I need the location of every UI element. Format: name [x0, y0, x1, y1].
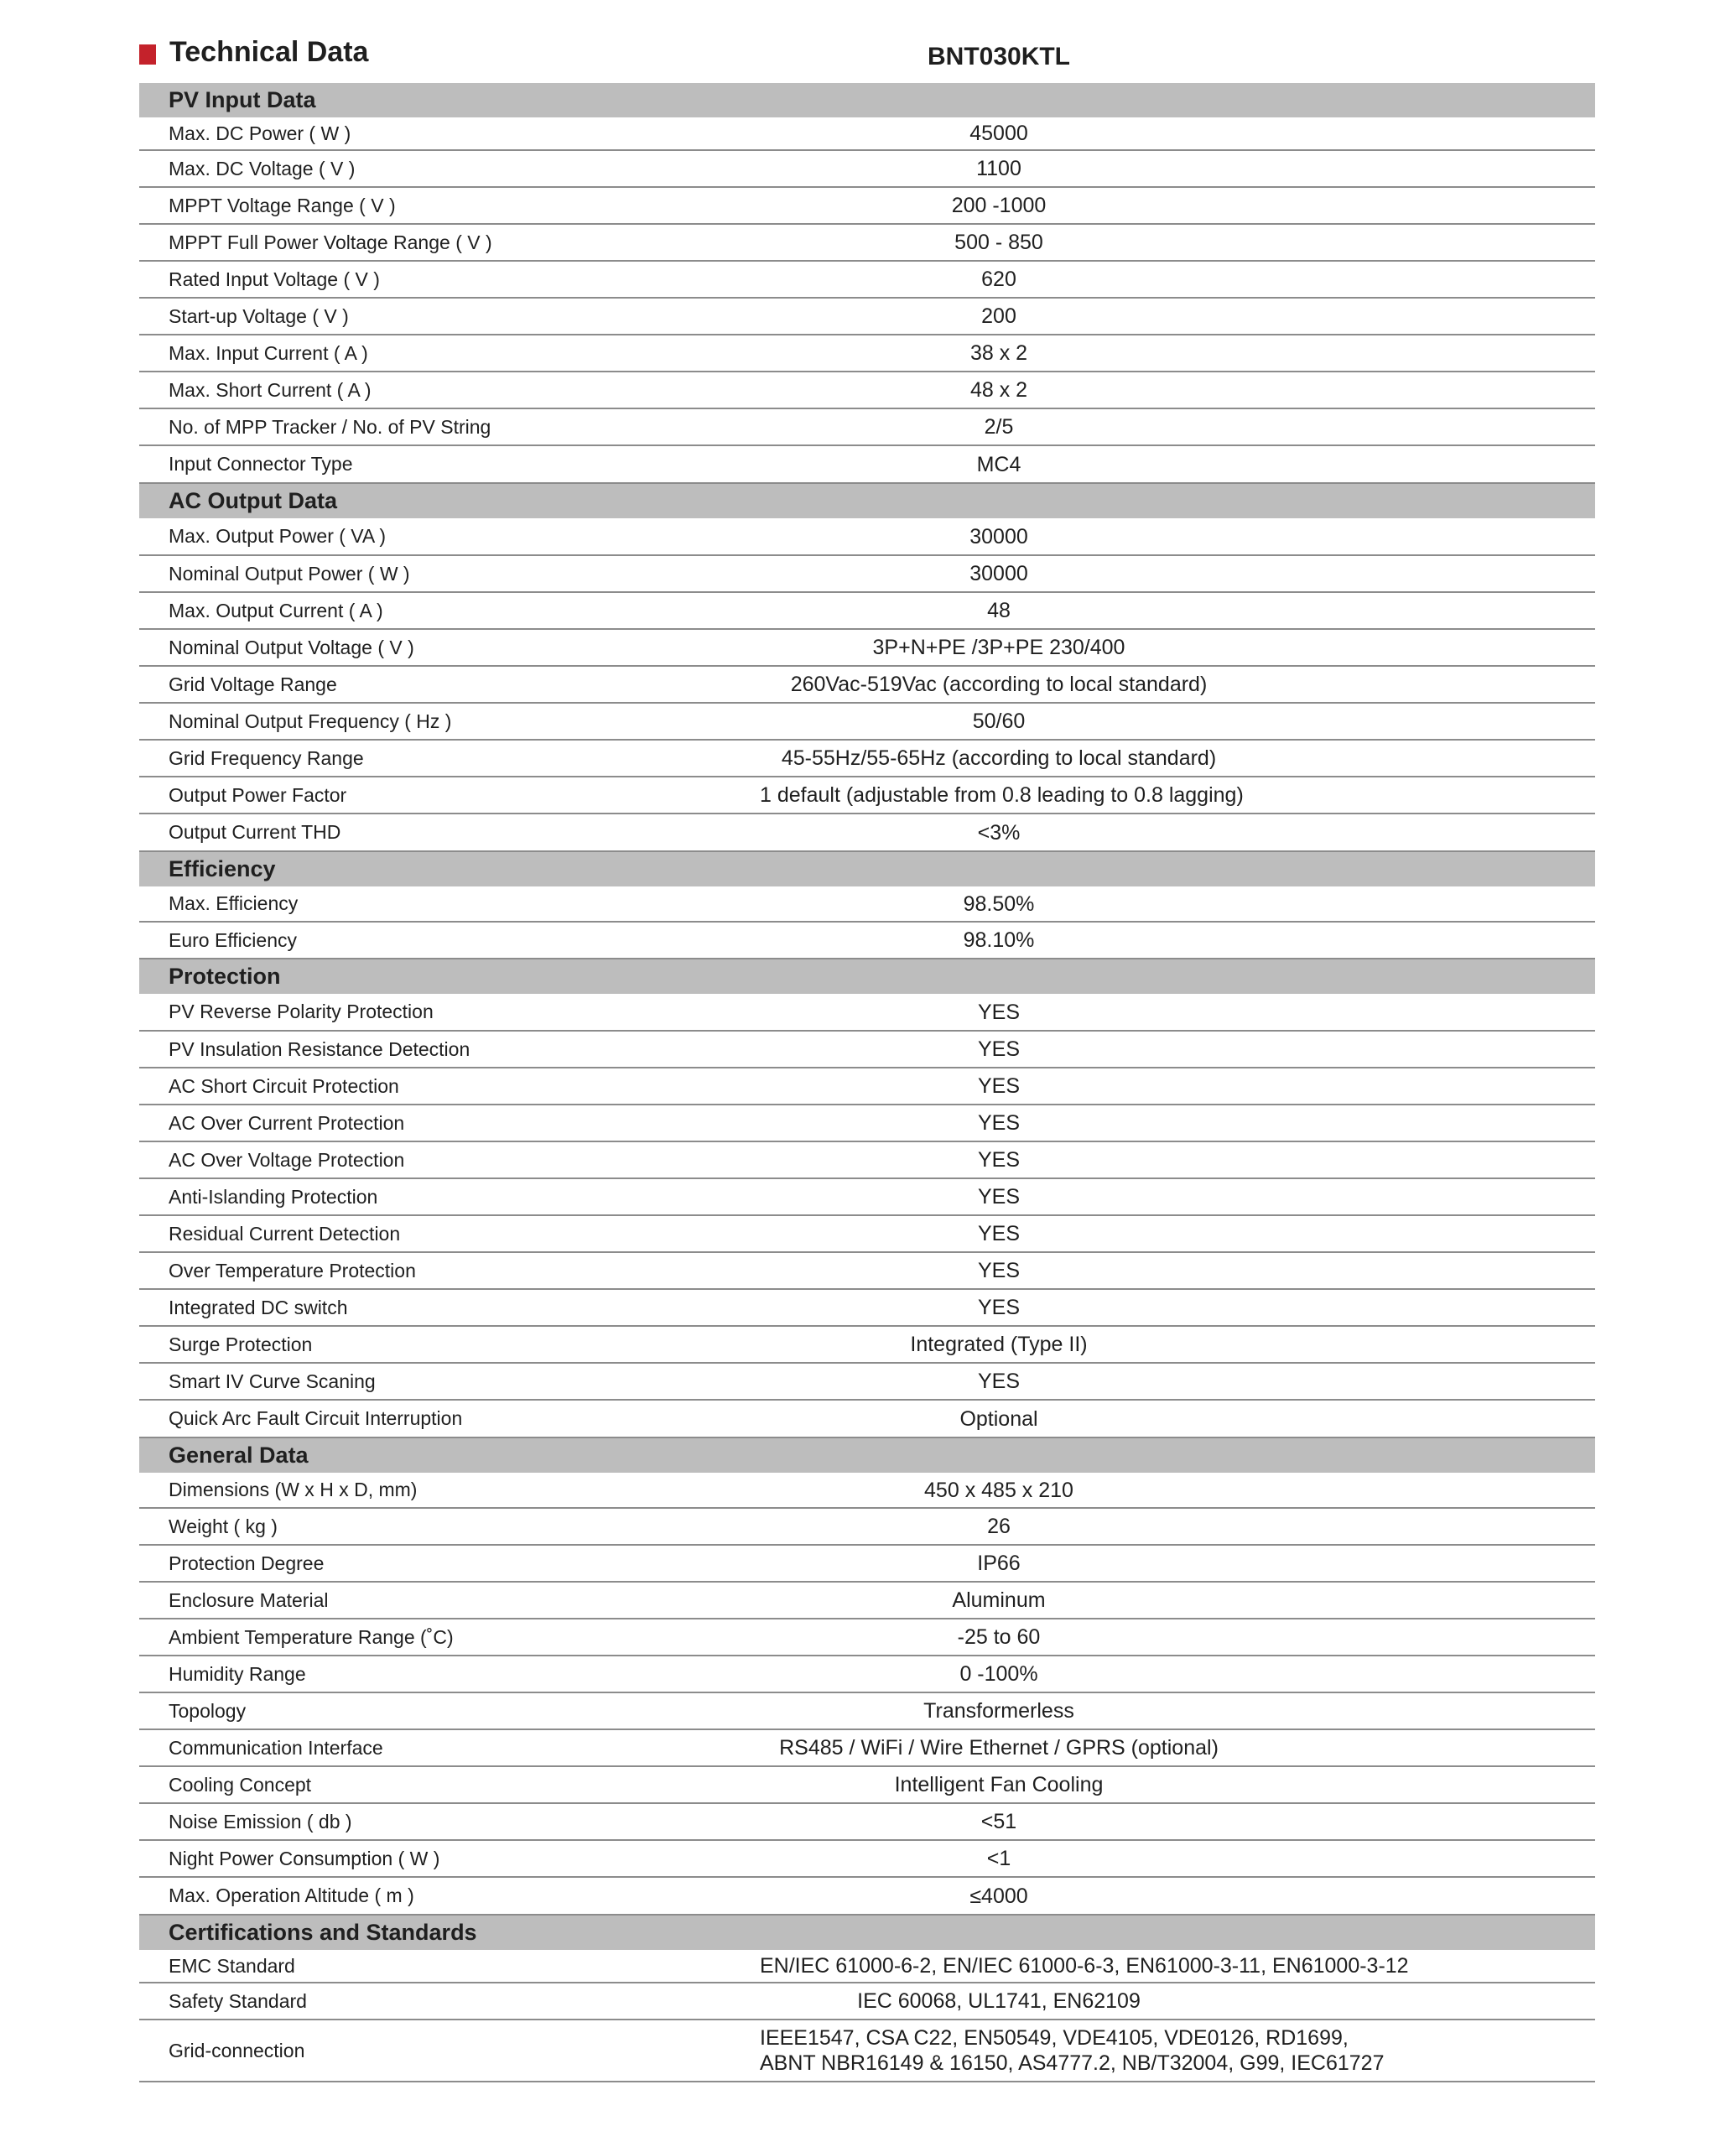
spec-label: Start-up Voltage ( V )	[169, 304, 349, 327]
spec-row	[139, 886, 1595, 923]
spec-label: Input Connector Type	[169, 453, 353, 475]
spec-row	[139, 1142, 1595, 1179]
spec-value: MC4	[976, 452, 1021, 476]
spec-label: Residual Current Detection	[169, 1222, 401, 1245]
spec-value: 260Vac-519Vac (according to local standard)	[790, 673, 1208, 696]
model-name: BNT030KTL	[927, 43, 1071, 70]
spec-value: 2/5	[984, 415, 1014, 439]
technical-data-sheet	[139, 34, 1595, 2082]
spec-value-line: IEEE1547, CSA C22, EN50549, VDE4105, VDE0126, RD1699,	[760, 2026, 1349, 2050]
spec-label: No. of MPP Tracker / No. of PV String	[169, 415, 491, 438]
spec-label: PV Insulation Resistance Detection	[169, 1037, 470, 1060]
spec-value: <51	[980, 1810, 1017, 1833]
spec-value: 38 x 2	[969, 341, 1028, 365]
spec-label: AC Over Voltage Protection	[169, 1148, 405, 1171]
spec-label: Anti-Islanding Protection	[169, 1185, 378, 1208]
spec-row	[139, 299, 1595, 335]
spec-label: PV Reverse Polarity Protection	[169, 1001, 434, 1022]
spec-value: YES	[977, 1111, 1021, 1135]
spec-value: -25 to 60	[957, 1625, 1041, 1649]
spec-value: 450 x 485 x 210	[924, 1478, 1073, 1502]
spec-label: Weight ( kg )	[169, 1515, 278, 1537]
spec-value: <1	[986, 1847, 1011, 1870]
spec-label: Cooling Concept	[169, 1773, 312, 1796]
spec-label: Safety Standard	[169, 1989, 307, 2012]
spec-row	[139, 262, 1595, 299]
spec-value: YES	[977, 1296, 1021, 1319]
spec-label: Communication Interface	[169, 1736, 383, 1759]
spec-value: Integrated (Type II)	[910, 1333, 1088, 1356]
spec-label: Enclosure Material	[169, 1588, 329, 1611]
spec-row	[139, 556, 1595, 593]
spec-table	[139, 83, 1595, 2082]
header	[139, 34, 1595, 83]
spec-row	[139, 117, 1595, 151]
spec-label: Humidity Range	[169, 1662, 306, 1685]
spec-row	[139, 518, 1595, 556]
spec-row	[139, 777, 1595, 814]
spec-value: YES	[977, 1222, 1021, 1245]
spec-value: 620	[981, 268, 1016, 291]
spec-label: EMC Standard	[169, 1954, 295, 1977]
spec-row	[139, 1401, 1595, 1438]
spec-label: Smart IV Curve Scaning	[169, 1370, 376, 1392]
spec-value: 200	[981, 304, 1016, 328]
spec-value: Aluminum	[952, 1588, 1046, 1612]
spec-value: 26	[987, 1515, 1011, 1538]
spec-label: Topology	[169, 1699, 247, 1722]
spec-value: YES	[977, 1259, 1021, 1282]
spec-label: Grid-connection	[169, 2039, 305, 2061]
spec-row	[139, 1546, 1595, 1583]
spec-label: MPPT Full Power Voltage Range ( V )	[169, 231, 492, 253]
spec-value-line: ABNT NBR16149 & 16150, AS4777.2, NB/T32004, G99, IEC61727	[760, 2051, 1385, 2075]
spec-value: YES	[977, 1037, 1021, 1061]
spec-value: 30000	[969, 562, 1028, 585]
spec-row	[139, 225, 1595, 262]
section-header: Certifications and Standards	[139, 1916, 1595, 1950]
spec-label: Surge Protection	[169, 1333, 313, 1355]
spec-row	[139, 1473, 1595, 1509]
spec-row	[139, 593, 1595, 630]
spec-row	[139, 1509, 1595, 1546]
spec-row	[139, 335, 1595, 372]
spec-label: Nominal Output Power ( W )	[169, 562, 410, 585]
spec-row	[139, 630, 1595, 667]
spec-value: EN/IEC 61000-6-2, EN/IEC 61000-6-3, EN61000-3-11, EN61000-3-12	[760, 1954, 1409, 1978]
spec-value: YES	[977, 1148, 1021, 1172]
spec-row	[139, 1841, 1595, 1878]
spec-row	[139, 1364, 1595, 1401]
spec-row	[139, 1216, 1595, 1253]
spec-value: IP66	[977, 1552, 1021, 1575]
spec-label: Protection Degree	[169, 1552, 325, 1574]
spec-row	[139, 151, 1595, 188]
spec-row	[139, 741, 1595, 777]
spec-value: 1100	[976, 157, 1021, 180]
spec-value: 3P+N+PE /3P+PE 230/400	[872, 636, 1125, 659]
spec-value: 98.50%	[963, 892, 1035, 916]
section-header: General Data	[139, 1438, 1595, 1473]
spec-value: <3%	[977, 820, 1021, 845]
spec-label: Output Current THD	[169, 821, 341, 843]
spec-label: Nominal Output Frequency ( Hz )	[169, 710, 452, 732]
spec-value: YES	[977, 1370, 1021, 1393]
spec-label: Max. DC Power ( W )	[169, 122, 351, 144]
spec-value: Intelligent Fan Cooling	[894, 1773, 1104, 1796]
spec-label: Quick Arc Fault Circuit Interruption	[169, 1407, 463, 1429]
spec-row	[139, 1619, 1595, 1656]
spec-value: Transformerless	[923, 1699, 1074, 1723]
spec-value: YES	[977, 1185, 1021, 1209]
spec-label: Max. Short Current ( A )	[169, 378, 372, 401]
spec-label: Max. Operation Altitude ( m )	[169, 1884, 414, 1906]
spec-value: 45-55Hz/55-65Hz (according to local standard)	[781, 746, 1217, 770]
spec-row	[139, 1179, 1595, 1216]
spec-label: AC Over Current Protection	[169, 1111, 405, 1134]
spec-row	[139, 1583, 1595, 1619]
title-marker	[139, 44, 156, 65]
spec-label: Night Power Consumption ( W )	[169, 1847, 440, 1869]
spec-row	[139, 2020, 1595, 2082]
section-header: Efficiency	[139, 852, 1595, 886]
spec-row	[139, 1068, 1595, 1105]
spec-row	[139, 1730, 1595, 1767]
spec-row	[139, 1983, 1595, 2020]
spec-label: Nominal Output Voltage ( V )	[169, 636, 414, 658]
spec-value: Optional	[959, 1406, 1038, 1431]
spec-row	[139, 667, 1595, 704]
spec-value: 50/60	[972, 710, 1026, 733]
spec-label: Rated Input Voltage ( V )	[169, 268, 380, 290]
spec-label: Output Power Factor	[169, 783, 347, 806]
spec-row	[139, 1032, 1595, 1068]
spec-label: Max. DC Voltage ( V )	[169, 157, 356, 179]
spec-row	[139, 814, 1595, 852]
spec-row	[139, 446, 1595, 484]
spec-label: Max. Efficiency	[169, 892, 299, 914]
spec-value: RS485 / WiFi / Wire Ethernet / GPRS (optional)	[779, 1736, 1219, 1760]
spec-label: Grid Voltage Range	[169, 673, 337, 695]
spec-value: 98.10%	[963, 928, 1035, 952]
spec-row	[139, 994, 1595, 1032]
spec-label: MPPT Voltage Range ( V )	[169, 194, 396, 216]
spec-label: Max. Input Current ( A )	[169, 341, 368, 364]
spec-value: 48	[987, 599, 1011, 622]
spec-row	[139, 1950, 1595, 1983]
spec-value: 30000	[969, 524, 1028, 548]
spec-value: 45000	[969, 122, 1028, 145]
spec-row	[139, 409, 1595, 446]
spec-row	[139, 1767, 1595, 1804]
spec-row	[139, 1253, 1595, 1290]
spec-label: Euro Efficiency	[169, 928, 297, 951]
spec-label: Max. Output Power ( VA )	[169, 525, 387, 547]
page-title: Technical Data	[169, 36, 369, 68]
spec-value: 500 - 850	[954, 231, 1043, 254]
spec-label: Max. Output Current ( A )	[169, 599, 383, 621]
spec-value: 1 default (adjustable from 0.8 leading to 0.8 lagging)	[760, 783, 1244, 807]
spec-row	[139, 1327, 1595, 1364]
spec-value: YES	[977, 1000, 1021, 1024]
spec-label: Over Temperature Protection	[169, 1259, 416, 1281]
spec-row	[139, 1804, 1595, 1841]
spec-row	[139, 1290, 1595, 1327]
spec-row	[139, 1878, 1595, 1916]
spec-label: Integrated DC switch	[169, 1296, 348, 1318]
spec-row	[139, 372, 1595, 409]
spec-label: Grid Frequency Range	[169, 746, 364, 769]
spec-value: 200 -1000	[951, 194, 1047, 217]
spec-row	[139, 188, 1595, 225]
spec-label: Dimensions (W x H x D, mm)	[169, 1479, 418, 1500]
section-header: PV Input Data	[139, 83, 1595, 117]
spec-row	[139, 1105, 1595, 1142]
spec-row	[139, 923, 1595, 959]
spec-row	[139, 1693, 1595, 1730]
spec-value	[760, 2025, 1385, 2076]
spec-label: Ambient Temperature Range (˚C)	[169, 1625, 454, 1648]
spec-value: 0 -100%	[959, 1662, 1038, 1686]
spec-value: IEC 60068, UL1741, EN62109	[857, 1989, 1141, 2013]
spec-row	[139, 704, 1595, 741]
spec-row	[139, 1656, 1595, 1693]
spec-label: AC Short Circuit Protection	[169, 1074, 399, 1097]
section-header: Protection	[139, 959, 1595, 994]
spec-value: YES	[977, 1074, 1021, 1098]
spec-value: ≤4000	[969, 1884, 1028, 1908]
section-header: AC Output Data	[139, 484, 1595, 518]
spec-label: Noise Emission ( db )	[169, 1810, 352, 1832]
spec-value: 48 x 2	[969, 378, 1028, 402]
